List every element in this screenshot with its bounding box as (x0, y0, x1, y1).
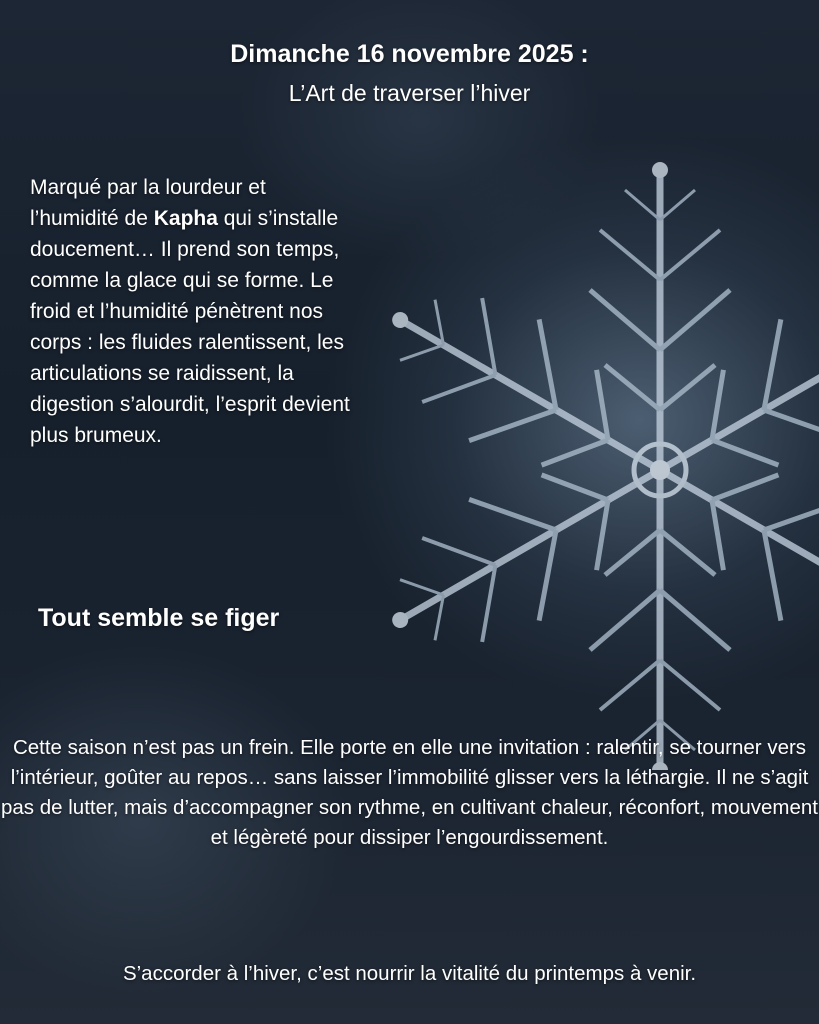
intro-text-end: qui s’installe doucement… Il prend son temps, comme la glace qui se forme. Le froid et l’humidité pénètrent nos corps : les fluides ralentissent, les articulations se raidissent, la digestion s’alourdit, l’esprit devient plus brumeux. (30, 207, 350, 447)
event-subtitle: L’Art de traverser l’hiver (288, 80, 531, 106)
intro-paragraph (30, 172, 350, 451)
snowflake-image (300, 90, 819, 770)
invitation-paragraph: Cette saison n’est pas un frein. Elle porte en elle une invitation : ralentir, se tourner vers l’intérieur, goûter au repos… sans laisser l’immobilité glisser vers la léthargie. Il ne s’agit pas de lutter, mais d’accompagner son rythme, en cultivant chaleur, réconfort, mouvement et légèreté pour dissiper l’engourdissement. (1, 736, 818, 849)
closing-line: S’accorder à l’hiver, c’est nourrir la vitalité du printemps à venir. (122, 962, 697, 985)
intro-text-start: Marqué par la lourdeur et l’humidité de (30, 176, 266, 230)
event-date-title: Dimanche 16 novembre 2025 : (230, 40, 589, 68)
kapha-highlight: Kapha (153, 207, 218, 230)
section-heading: Tout semble se figer (38, 604, 280, 632)
